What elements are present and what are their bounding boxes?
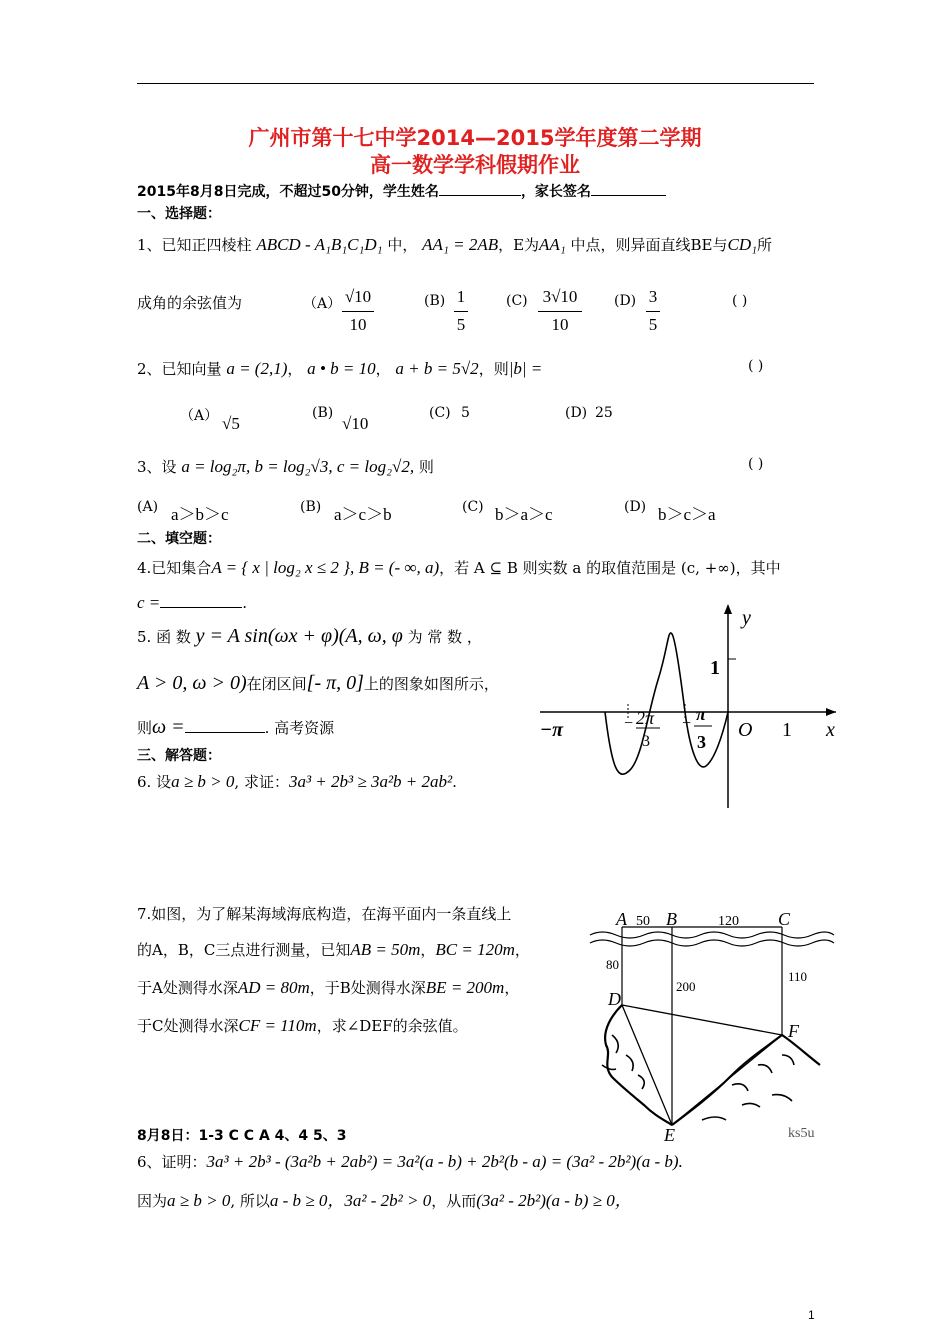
q5-answer-blank [185, 716, 265, 733]
point-d-label: D [608, 989, 621, 1009]
neg-2pi3-denominator: 3 [642, 733, 650, 750]
q7-comma-2: ， [514, 941, 530, 959]
q3-option-b-label: (B) [300, 499, 322, 515]
q3-line1 [137, 456, 434, 477]
q7-comma-1: ， [420, 941, 436, 959]
q3-option-d-label: (D) [624, 499, 647, 515]
q2-line1 [137, 358, 542, 379]
q4-end: . [242, 594, 248, 612]
q3-ze: 则 [418, 458, 434, 476]
proof-because: 因为 [137, 1192, 168, 1210]
proof-difference: 3a² - 2b² > 0 [344, 1191, 432, 1210]
q7-line4-post: ，求∠DEF的余弦值。 [316, 1017, 468, 1035]
x-one-label: 1 [782, 719, 792, 741]
q1-option-c-numerator: 3√10 [542, 287, 578, 306]
q4-condition: ，若 A ⊆ B 则实数 a 的取值范围是 (c, +∞)，其中 [439, 559, 781, 577]
q7-bc: BC = 120m [435, 940, 515, 959]
q5-line3 [137, 716, 334, 739]
meta-text: 2015年8月8日完成，不超过50分钟，学生姓名 [137, 184, 439, 200]
q2-option-a-label: （A） [180, 408, 219, 424]
q3-option-c-value: b＞a＞c [495, 505, 553, 524]
parent-sign-blank [591, 179, 666, 196]
q1-zhong: 中， [387, 236, 418, 254]
ab-length-label: 50 [636, 914, 650, 929]
q2-answer-bracket: ( ) [748, 358, 764, 374]
svg-text:−: − [624, 715, 634, 732]
q5-condition: A > 0, ω > 0) [137, 672, 247, 694]
q7-line3-mid: ，于B处测得水深 [309, 979, 426, 997]
q3-option-a-label: (A) [137, 499, 159, 515]
q7-line3 [137, 977, 519, 998]
ad-length-label: 80 [606, 957, 619, 972]
page-number: 1 [808, 1308, 815, 1322]
q4-line1 [137, 557, 781, 578]
q1-aa1: AA₁ [539, 235, 566, 254]
y-axis-label: y [742, 607, 751, 629]
proof-so: , 所以 [230, 1192, 270, 1210]
q5-line1 [137, 625, 482, 648]
document-subtitle: 高一数学学科假期作业 [370, 153, 580, 177]
q6-line [137, 771, 457, 792]
q2-option-c-value: 5 [461, 405, 470, 421]
q5-interval-pre: 在闭区间 [246, 675, 307, 693]
proof-product: (3a² - 2b²)(a - b) ≥ 0， [476, 1191, 632, 1210]
q6-inequality: 3a³ + 2b³ ≥ 3a²b + 2ab² [288, 772, 453, 791]
section-fill: 二、填空题： [137, 531, 221, 547]
q5-ze: 则 [137, 719, 153, 737]
q2-option-b-label: (B) [312, 405, 334, 421]
q7-line3-pre: 于A处测得水深 [137, 979, 238, 997]
q3-option-b-value: a＞c＞b [334, 505, 392, 524]
q5-lead: 5. 函 数 [137, 628, 191, 646]
q2-option-c-label: (C) [429, 405, 451, 421]
point-e-label: E [664, 1125, 675, 1145]
svg-text:−: − [682, 715, 692, 732]
q4-set-a: A = { x | log₂ x ≤ 2 } [211, 558, 350, 577]
q3-answer-bracket: ( ) [748, 456, 764, 472]
be-length-label: 200 [676, 979, 696, 994]
q6-lead: 6. 设 [137, 773, 172, 791]
proof-a-minus-b: a - b ≥ 0， [269, 1191, 345, 1210]
q1-line2: 成角的余弦值为 [137, 294, 243, 312]
bc-length-label: 120 [718, 914, 739, 929]
q5-line2 [137, 672, 499, 695]
q4-lead: 4.已知集合 [137, 559, 212, 577]
seafloor-left-slope [605, 1005, 672, 1125]
seafloor-right-slope [672, 1035, 820, 1125]
q1-option-c-fraction-bar [538, 311, 582, 312]
q1-option-d-fraction-bar [646, 311, 660, 312]
q2-option-a-value: √5 [222, 414, 240, 433]
ks5u-watermark: ks5u [788, 1126, 815, 1141]
q1-option-a-label: （A） [303, 296, 342, 312]
x-axis-label: x [826, 719, 835, 741]
q6-end: . [452, 773, 457, 791]
q5-interval: [- π, 0] [306, 672, 364, 694]
q1-midpoint-text: 中点，则异面直线BE与 [570, 236, 728, 254]
cf-length-label: 110 [788, 969, 808, 984]
q4-c-eq: c = [137, 593, 161, 612]
q1-option-b-numerator: 1 [456, 287, 466, 306]
q7-line2 [137, 939, 530, 960]
q6-prove: , 求证： [234, 773, 289, 791]
neg-2pi3-numerator: 2π [636, 708, 655, 728]
q1-condition: AA₁ = 2AB [422, 235, 499, 254]
q1-option-a-fraction-bar [342, 311, 374, 312]
student-name-blank [439, 179, 521, 196]
q1-option-b-label: (B) [424, 293, 446, 309]
point-c-label: C [778, 909, 791, 929]
document-title: 广州市第十七中学2014—2015学年度第二学期 [248, 126, 702, 150]
point-b-label: B [666, 909, 677, 929]
q5-const: 为 常 数 ， [407, 628, 482, 646]
q1-option-b-fraction-bar [454, 311, 468, 312]
q5-interval-post: 上的图象如图所示， [363, 675, 499, 693]
x-axis-arrow [826, 708, 836, 716]
q1-option-b-denominator: 5 [456, 315, 466, 334]
q7-ab: AB = 50m [350, 940, 421, 959]
q1-option-c-denominator: 10 [551, 315, 569, 334]
sea-wave-2 [590, 940, 834, 946]
y-axis-arrow [724, 604, 732, 614]
q7-line2-pre: 的A，B，C三点进行测量，已知 [137, 941, 351, 959]
proof-lead: 6、证明： [137, 1153, 207, 1171]
q2-comma-1: ， [287, 360, 303, 378]
q1-suo: 所 [757, 236, 773, 254]
q4-answer-blank [160, 591, 242, 608]
q1-option-d-label: (D) [614, 293, 637, 309]
q7-line1: 7.如图，为了解某海域海底构造，在海平面内一条直线上 [137, 905, 512, 923]
q4-line2 [137, 591, 247, 613]
q1-option-c-label: (C) [506, 293, 528, 309]
point-f-label: F [788, 1021, 799, 1041]
neg-pi3-numerator: π [696, 704, 706, 724]
q7-line4 [137, 1015, 468, 1036]
q1-cd1: CD₁ [727, 235, 758, 254]
section-solve: 三、解答题： [137, 748, 221, 764]
rock-texture-right [702, 1055, 794, 1120]
q7-be: BE = 200m [425, 978, 505, 997]
q2-vector-a: a = (2,1) [226, 359, 288, 378]
q5-tail: . 高考资源 [264, 719, 335, 737]
point-a-label: A [616, 909, 627, 929]
q1-line1 [137, 234, 772, 255]
q2-vector-sum: a + b = 5√2 [395, 359, 479, 378]
sine-curve [605, 633, 728, 774]
q1-lead: 1、已知正四棱柱 [137, 236, 252, 254]
q3-option-c-label: (C) [462, 499, 484, 515]
sine-graph [530, 600, 842, 815]
parent-sign-label: ，家长签名 [520, 184, 591, 200]
answers-line: 8月8日：1-3 C C A 4、4 5、3 [137, 1128, 347, 1144]
q1-e-is: ，E为 [498, 236, 540, 254]
q3-option-d-value: b＞c＞a [658, 505, 716, 524]
section-choice: 一、选择题： [137, 206, 221, 222]
q3-lead: 3、设 [137, 458, 177, 476]
q7-comma-3: ， [504, 979, 520, 997]
q2-option-b-value: √10 [342, 414, 369, 433]
origin-label: O [738, 719, 753, 741]
neg-pi3-denominator: 3 [697, 732, 706, 752]
proof-expression: 3a³ + 2b³ - (3a²b + 2ab²) = 3a²(a - b) + 2b²(b - a) = (3a² - 2b²)(a - b). [206, 1152, 683, 1171]
q2-lead: 2、已知向量 [137, 360, 222, 378]
q7-line4-pre: 于C处测得水深 [137, 1017, 239, 1035]
q1-option-a-denominator: 10 [349, 315, 367, 334]
q7-cf: CF = 110m [238, 1016, 317, 1035]
q7-ad: AD = 80m [237, 978, 310, 997]
q1-prism: ABCD - A₁B₁C₁D₁ [256, 235, 383, 254]
meta-line [137, 179, 666, 201]
q2-comma-2: ， [375, 360, 391, 378]
q1-option-d-numerator: 3 [648, 287, 658, 306]
answer-proof-line1 [137, 1151, 683, 1172]
answer-proof-line2 [137, 1186, 632, 1211]
sea-wave-1 [590, 932, 834, 938]
proof-thus: ，从而 [431, 1192, 477, 1210]
q6-condition: a ≥ b > 0 [171, 772, 235, 791]
q2-abs-b: |b| = [508, 359, 543, 378]
q3-option-a-value: a＞b＞c [171, 505, 229, 524]
neg-pi-label: −π [540, 719, 564, 741]
q2-option-d-label: (D) [565, 405, 588, 421]
proof-condition: a ≥ b > 0 [167, 1191, 231, 1210]
q1-option-d-denominator: 5 [648, 315, 658, 334]
q4-set-b: , B = (- ∞, a) [349, 558, 440, 577]
q3-expression: a = log₂π, b = log₂√3, c = log₂√2, [181, 457, 415, 476]
seafloor-figure [582, 905, 838, 1145]
q2-option-d-value: 25 [595, 405, 613, 421]
q2-ask: ，则 [478, 360, 509, 378]
header-rule [137, 83, 814, 84]
q2-dot-product: a • b = 10 [307, 359, 376, 378]
y-one-label: 1 [710, 657, 720, 679]
q1-option-a-numerator: √10 [344, 287, 372, 306]
q1-answer-bracket: ( ) [732, 293, 748, 309]
q5-omega: ω = [152, 716, 185, 738]
q5-function: y = A sin(ωx + φ)(A, ω, φ [195, 625, 403, 647]
